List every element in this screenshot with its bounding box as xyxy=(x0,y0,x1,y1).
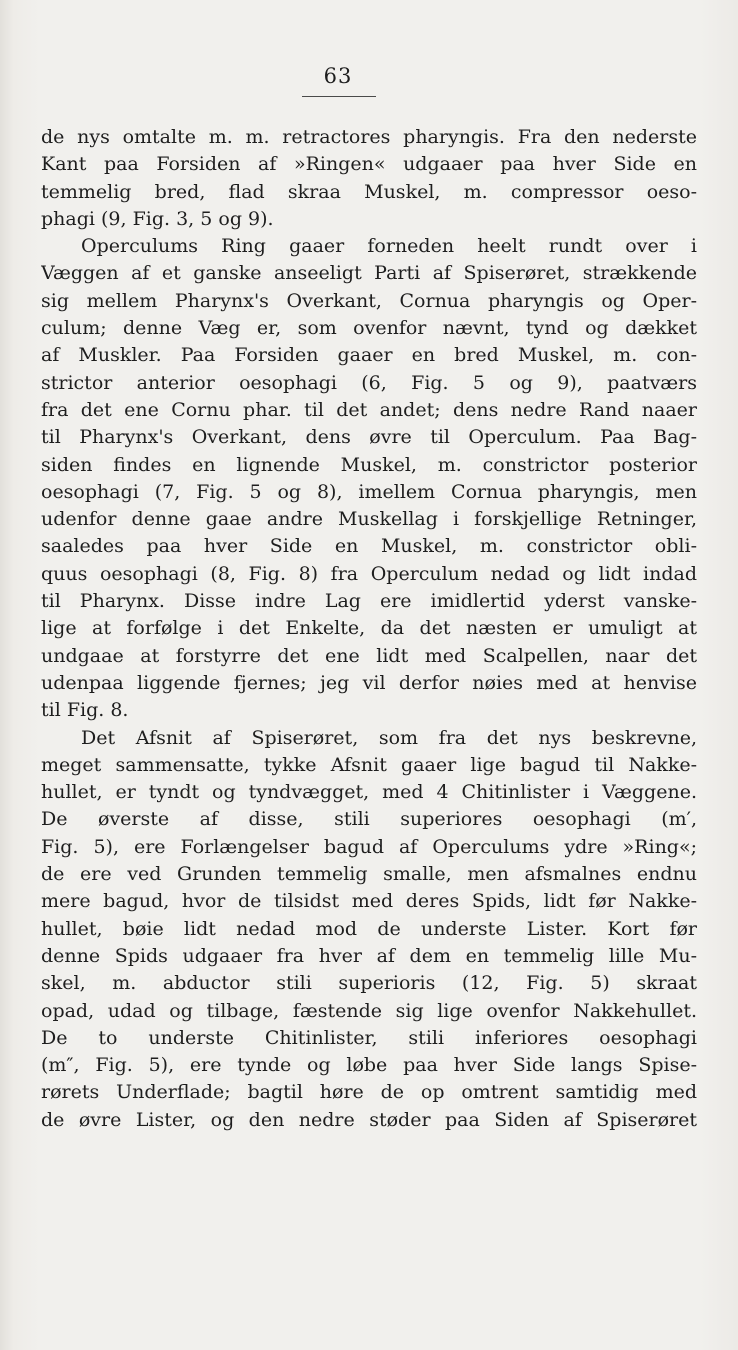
text-line: phagi (9, Fig. 3, 5 og 9). xyxy=(41,207,274,230)
text-line: opad, udad og tilbage, fæstende sig lige ovenfor Nakkehullet. xyxy=(41,999,697,1022)
text-line: Operculums Ring gaaer forneden heelt rundt over i xyxy=(81,235,697,258)
text-line: Fig. 5), ere Forlængelser bagud af Operculums ydre »Ring«; xyxy=(41,835,697,858)
page-number-rule xyxy=(302,96,376,97)
text-line: skel, m. abductor stili superioris (12, Fig. 5) skraat xyxy=(41,972,697,995)
text-line: mere bagud, hvor de tilsidst med deres Spids, lidt før Nakke- xyxy=(41,890,697,913)
text-line: De øverste af disse, stili superiores oesophagi (m′, xyxy=(41,808,697,831)
body-text xyxy=(41,124,697,1134)
text-line: strictor anterior oesophagi (6, Fig. 5 og 9), paatværs xyxy=(41,371,697,394)
text-line: Kant paa Forsiden af »Ringen« udgaaer paa hver Side en xyxy=(41,153,697,176)
text-line: til Pharynx's Overkant, dens øvre til Operculum. Paa Bag- xyxy=(41,426,697,449)
text-line: udenpaa liggende fjernes; jeg vil derfor nøies med at henvise xyxy=(41,671,697,694)
text-line: Væggen af et ganske anseeligt Parti af Spiserøret, strækkende xyxy=(41,262,697,285)
text-line: de nys omtalte m. m. retractores pharyngis. Fra den nederste xyxy=(41,126,697,148)
text-line: undgaae at forstyrre det ene lidt med Scalpellen, naar det xyxy=(41,644,697,667)
text-line: udenfor denne gaae andre Muskellag i forskjellige Retninger, xyxy=(41,508,697,531)
text-line: til Pharynx. Disse indre Lag ere imidlertid yderst vanske- xyxy=(41,590,697,613)
text-line: sig mellem Pharynx's Overkant, Cornua pharyngis og Oper- xyxy=(41,289,697,312)
text-line: Det Afsnit af Spiserøret, som fra det nys beskrevne, xyxy=(81,726,697,749)
text-line: (m″, Fig. 5), ere tynde og løbe paa hver Side langs Spise- xyxy=(41,1054,697,1077)
text-line: saaledes paa hver Side en Muskel, m. constrictor obli- xyxy=(41,535,697,558)
text-line: fra det ene Cornu phar. til det andet; dens nedre Rand naaer xyxy=(41,398,697,421)
text-line: hullet, bøie lidt nedad mod de underste Lister. Kort før xyxy=(41,917,697,940)
text-line: de ere ved Grunden temmelig smalle, men afsmalnes endnu xyxy=(41,863,697,886)
text-line: oesophagi (7, Fig. 5 og 8), imellem Cornua pharyngis, men xyxy=(41,480,697,503)
text-line: til Fig. 8. xyxy=(41,699,129,722)
text-line: quus oesophagi (8, Fig. 8) fra Operculum nedad og lidt indad xyxy=(41,562,697,585)
text-line: lige at forfølge i det Enkelte, da det næsten er umuligt at xyxy=(41,617,697,640)
page-number: 63 xyxy=(323,64,353,88)
text-line: rørets Underflade; bagtil høre de op omtrent samtidig med xyxy=(41,1081,697,1104)
text-line: denne Spids udgaaer fra hver af dem en temmelig lille Mu- xyxy=(41,944,697,967)
text-line: af Muskler. Paa Forsiden gaaer en bred Muskel, m. con- xyxy=(41,344,697,367)
text-line: culum; denne Væg er, som ovenfor nævnt, tynd og dækket xyxy=(41,317,697,340)
text-line: de øvre Lister, og den nedre støder paa Siden af Spiserøret xyxy=(41,1108,697,1131)
text-line: temmelig bred, flad skraa Muskel, m. compressor oeso- xyxy=(41,180,697,203)
text-line: De to underste Chitinlister, stili inferiores oesophagi xyxy=(41,1026,697,1049)
text-line: meget sammensatte, tykke Afsnit gaaer lige bagud til Nakke- xyxy=(41,753,697,776)
text-line: siden findes en lignende Muskel, m. constrictor posterior xyxy=(41,453,697,476)
text-line: hullet, er tyndt og tyndvægget, med 4 Chitinlister i Væggene. xyxy=(41,781,697,804)
